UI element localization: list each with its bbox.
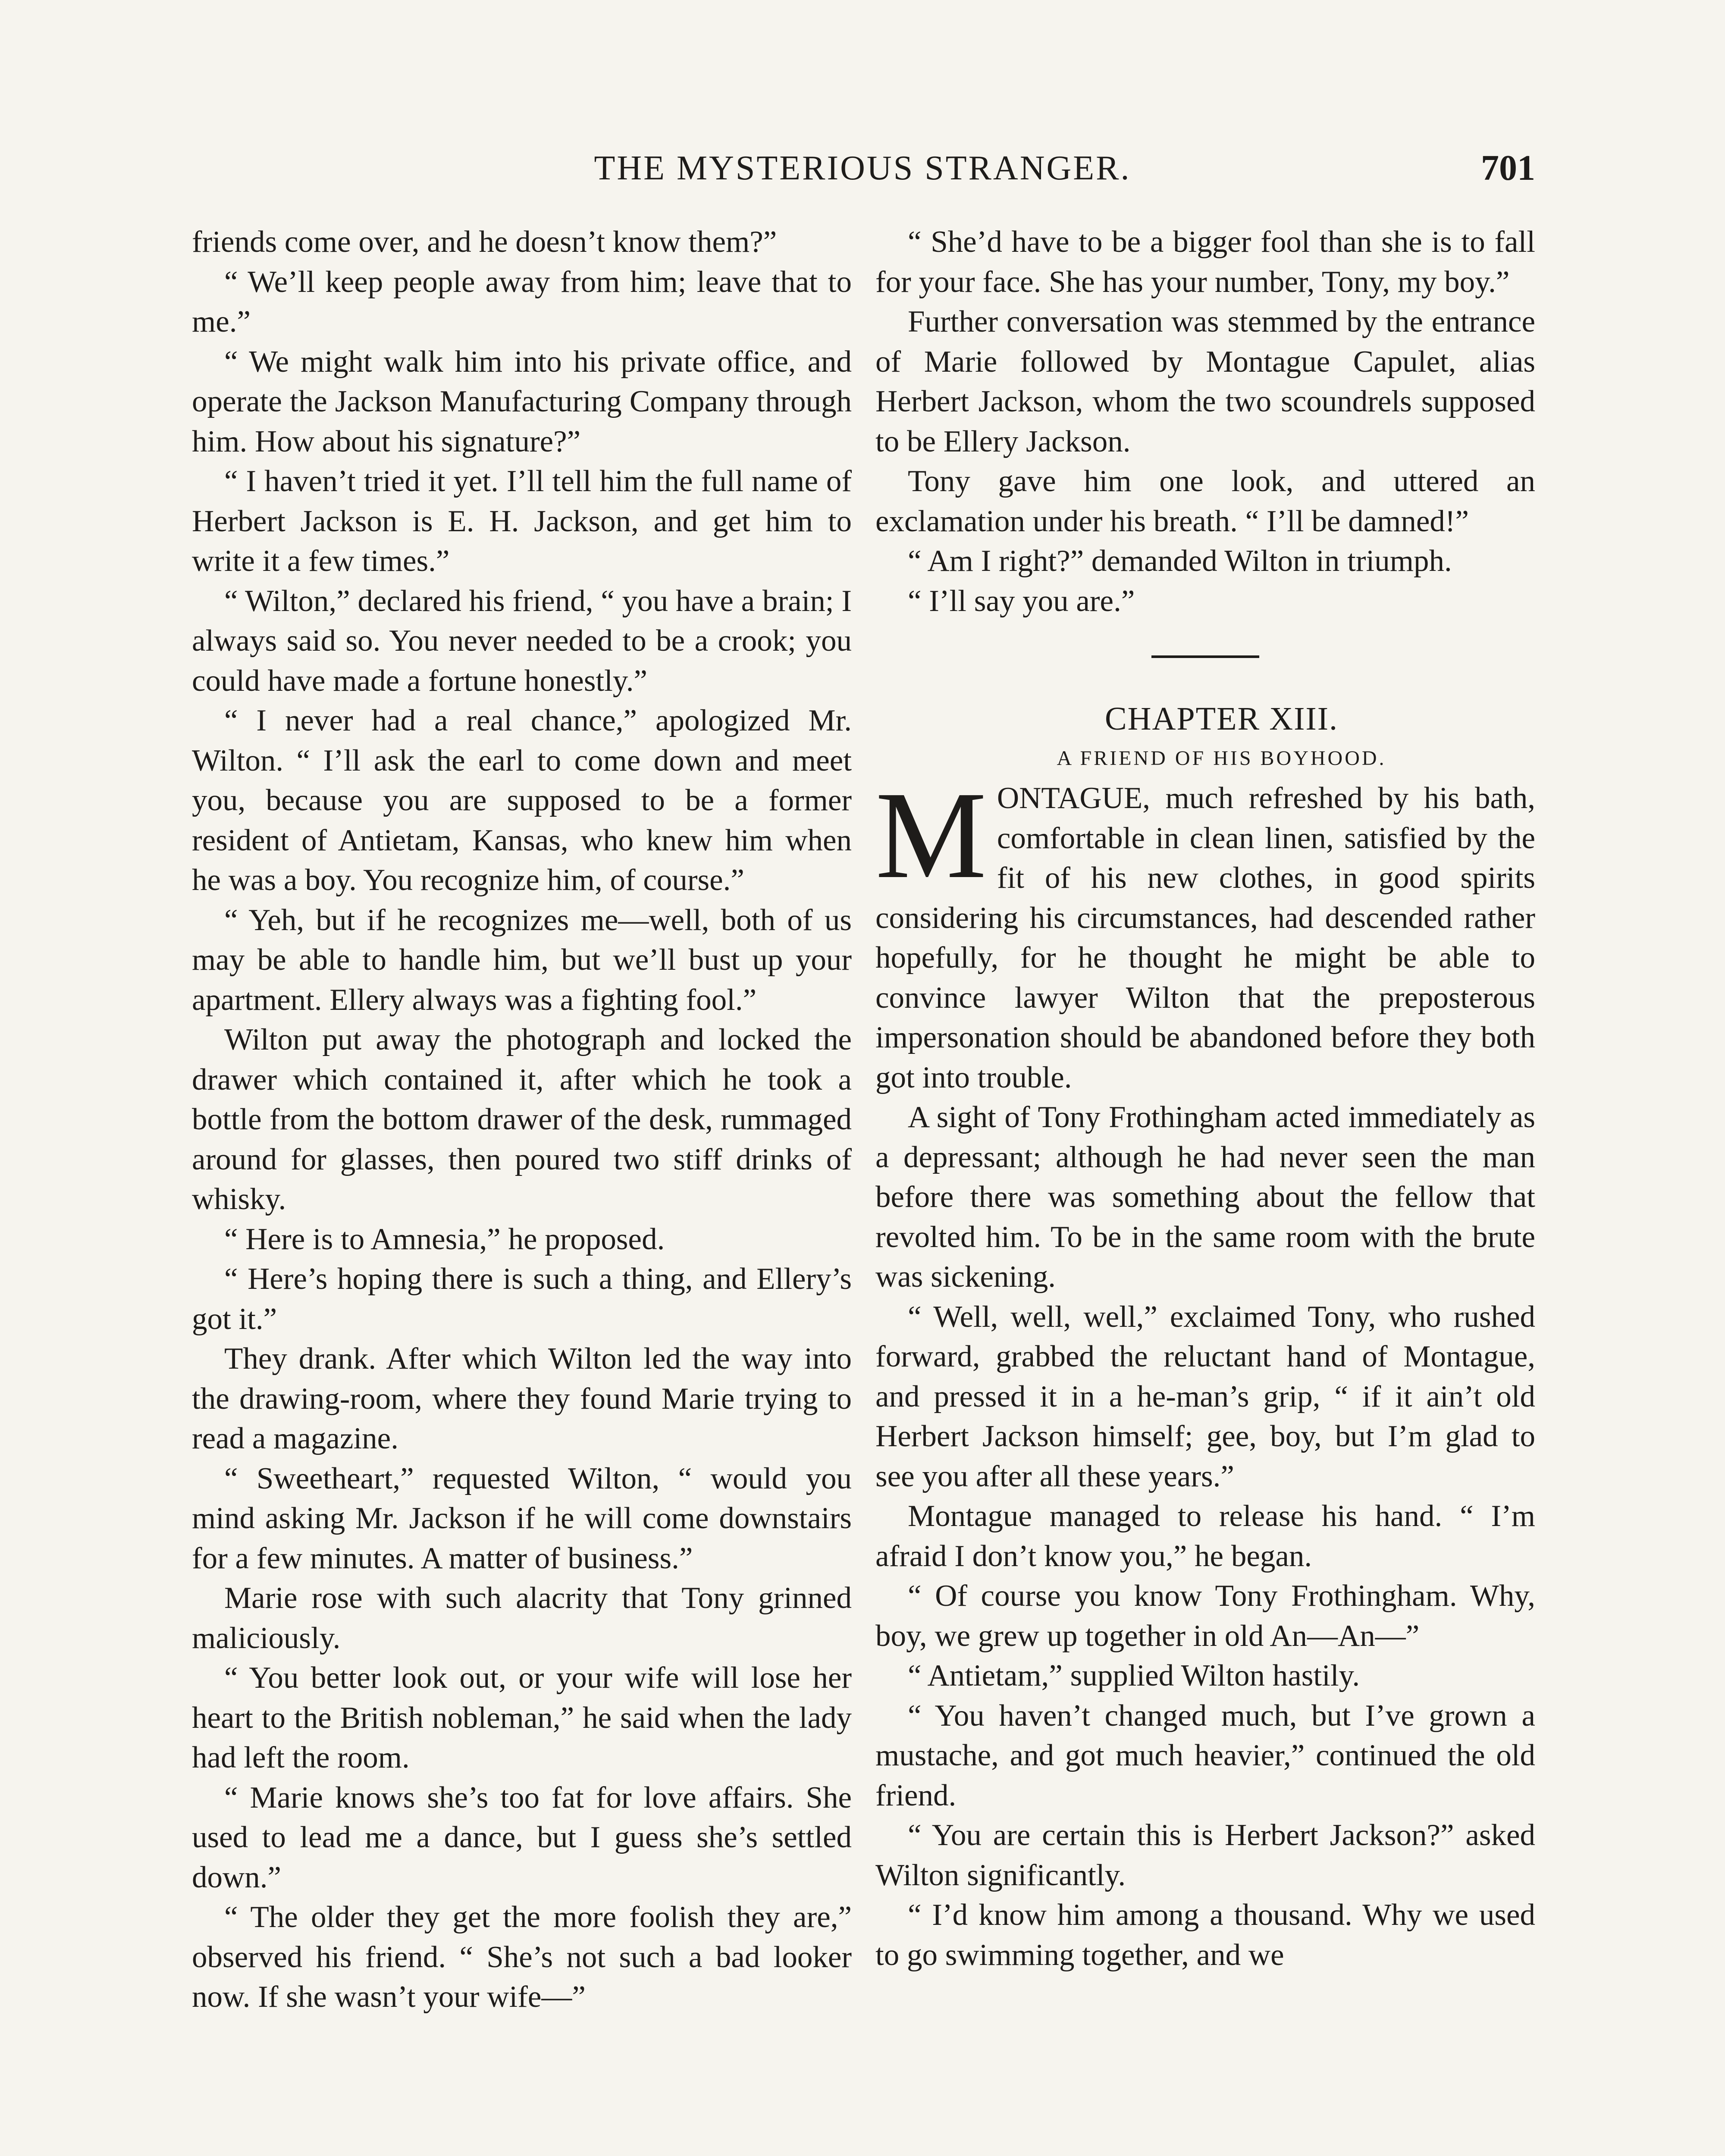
paragraph: “ Sweetheart,” requested Wilton, “ would you mind asking Mr. Jackson if he will come downstairs for a few minutes. A matter of business.” (192, 1461, 852, 1575)
right-column (875, 222, 1535, 1975)
paragraph: “ The older they get the more foolish they are,” observed his friend. “ She’s not such a bad looker now. If she wasn’t your wife—” (192, 1900, 852, 2014)
running-head (190, 142, 1535, 194)
paragraph: Further conversation was stemmed by the entrance of Marie followed by Montague Capulet, alias Herbert Jackson, whom the two scoundrels supposed to be Ellery Jackson. (875, 305, 1535, 458)
paragraph: They drank. After which Wilton led the way into the drawing-room, where they found Marie trying to read a magazine. (192, 1342, 852, 1455)
paragraph: “ Here’s hoping there is such a thing, and Ellery’s got it.” (192, 1262, 852, 1336)
paragraph: “ Of course you know Tony Frothingham. Why, boy, we grew up together in old An—An—” (875, 1579, 1535, 1653)
paragraph: “ I never had a real chance,” apologized Mr. Wilton. “ I’ll ask the earl to come down and meet you, because you are supposed to be a former resident of Antietam, Kansas, who knew him when he was a boy. You recognize him, of course.” (192, 704, 852, 897)
page-number: 701 (1481, 148, 1535, 188)
paragraph: “ You are certain this is Herbert Jackson?” asked Wilton significantly. (875, 1818, 1535, 1892)
paragraph: “ You haven’t changed much, but I’ve grown a mustache, and got much heavier,” continued the old friend. (875, 1698, 1535, 1812)
opening-text: ONTAGUE, much refreshed by his bath, comfortable in clean linen, satisfied by the fit of his new clothes, in good spirits considering his circumstances, had descended rather hopefully, for he thought he might be able to convince lawyer Wilton that the preposterous impersonation should be abandoned before they both got into trouble. (875, 781, 1535, 1094)
paragraph: friends come over, and he doesn’t know them?” (192, 225, 777, 259)
paragraph: “ Antietam,” supplied Wilton hastily. (908, 1659, 1360, 1692)
left-column (192, 222, 852, 2017)
paragraph: Montague managed to release his hand. “ I’m afraid I don’t know you,” he began. (875, 1499, 1535, 1573)
paragraph: “ You better look out, or your wife will lose her heart to the British nobleman,” he said when the lady had left the room. (192, 1661, 852, 1774)
chapter-title: CHAPTER XIII. (1104, 701, 1339, 737)
paragraph: Tony gave him one look, and uttered an exclamation under his breath. “ I’ll be damned!” (875, 464, 1535, 538)
section-divider (1151, 655, 1259, 658)
chapter-subtitle: A FRIEND OF HIS BOYHOOD. (1057, 747, 1386, 770)
paragraph: A sight of Tony Frothingham acted immediately as a depressant; although he had never seen the man before there was something about the fellow that revolted him. To be in the same room with the brute was sickening. (875, 1100, 1535, 1294)
paragraph: “ She’d have to be a bigger fool than she is to fall for your face. She has your number, Tony, my boy.” (875, 225, 1535, 299)
running-title: THE MYSTERIOUS STRANGER. (594, 149, 1131, 187)
paragraph: “ Yeh, but if he recognizes me—well, both of us may be able to handle him, but we’ll bust up your apartment. Ellery always was a fighting fool.” (192, 903, 852, 1017)
paragraph: “ I haven’t tried it yet. I’ll tell him the full name of Herbert Jackson is E. H. Jackson, and get him to write it a few times.” (192, 464, 852, 578)
chapter-opening-paragraph (875, 766, 1535, 1097)
paragraph: “ We might walk him into his private office, and operate the Jackson Manufacturing Company through him. How about his signature?” (192, 345, 852, 458)
paragraph: “ I’d know him among a thousand. Why we used to go swimming together, and we (875, 1898, 1535, 1972)
paragraph: “ Marie knows she’s too fat for love affairs. She used to lead me a dance, but I guess she’s settled down.” (192, 1780, 852, 1894)
paragraph: Marie rose with such alacrity that Tony grinned maliciously. (192, 1581, 852, 1655)
paragraph: “ Here is to Amnesia,” he proposed. (224, 1222, 665, 1256)
paragraph: Wilton put away the photograph and locked the drawer which contained it, after which he took a bottle from the bottom drawer of the desk, rummaged around for glasses, then poured two stiff drinks of whisky. (192, 1023, 852, 1216)
paragraph: “ I’ll say you are.” (908, 584, 1135, 618)
paragraph: “ Wilton,” declared his friend, “ you have a brain; I always said so. You never needed to be a crook; you could have made a fortune honestly.” (192, 584, 852, 698)
paragraph: “ We’ll keep people away from him; leave that to me.” (192, 265, 852, 338)
paragraph: “ Am I right?” demanded Wilton in triumph. (908, 544, 1452, 578)
paragraph: “ Well, well, well,” exclaimed Tony, who rushed forward, grabbed the reluctant hand of Montague, and pressed it in a he-man’s grip, “ if it ain’t old Herbert Jackson himself; gee, boy, but I’m glad to see you after all these years.” (875, 1300, 1535, 1493)
drop-cap: M (875, 766, 987, 904)
